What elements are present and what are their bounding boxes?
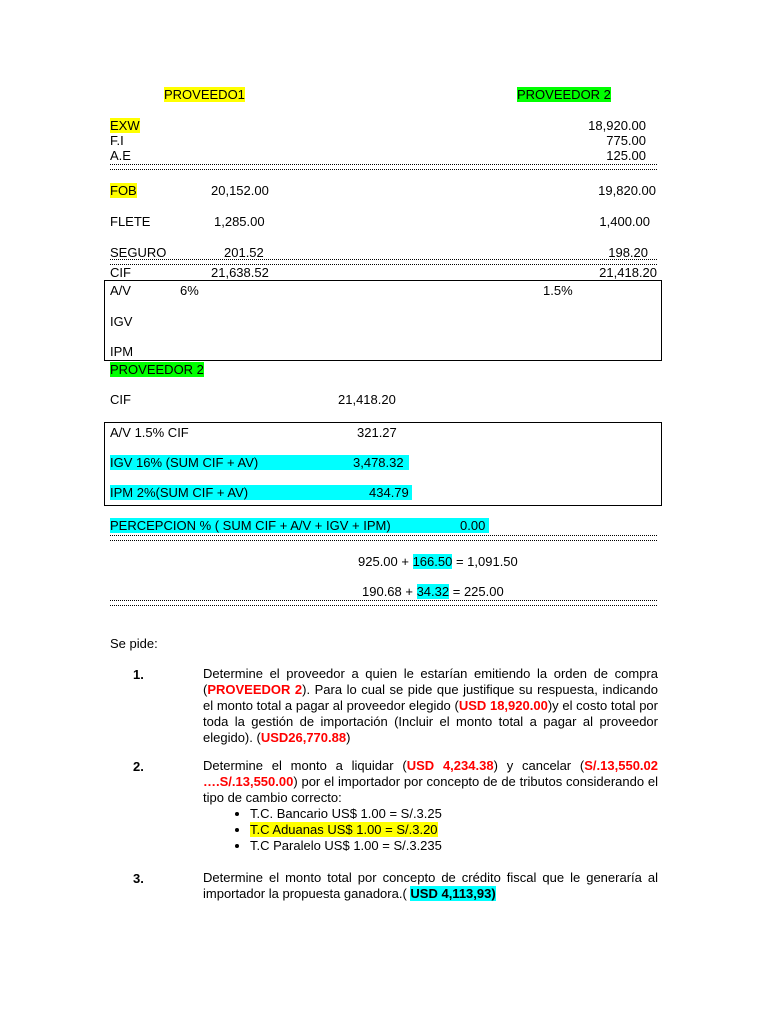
- proveedor2-header: PROVEEDOR 2: [517, 87, 611, 102]
- flete-p2-value: 1,400.00: [599, 214, 650, 229]
- cif-p2-value: 21,418.20: [599, 265, 657, 280]
- exchange-rate-bancario: • T.C. Bancario US$ 1.00 = S/.3.25: [250, 806, 442, 822]
- av-label: A/V: [110, 283, 131, 298]
- question-3-number: 3.: [133, 871, 144, 886]
- av-p2-rate: 1.5%: [543, 283, 573, 298]
- fi-p2-value: 775.00: [606, 133, 646, 148]
- fob-label: FOB: [110, 183, 137, 198]
- ipm2-label: IPM 2%(SUM CIF + AV): [110, 485, 249, 500]
- exchange-rate-paralelo: • T.C Paralelo US$ 1.00 = S/.3.235: [250, 838, 442, 854]
- exw-label: EXW: [110, 118, 140, 133]
- igv2-value: 3,478.32: [353, 455, 404, 470]
- ipm-label: IPM: [110, 344, 134, 359]
- ipm2-row: [110, 485, 412, 500]
- question-2-text: Determine el monto a liquidar (USD 4,234.38) y cancelar (S/.13,550.02 ….S/.13,550.00) por el importador por concepto de de tributos considerando el tipo de cambio correcto:: [203, 758, 658, 805]
- igv2-label: IGV 16% (SUM CIF + AV): [110, 455, 259, 470]
- flete-p1-value: 1,285.00: [214, 214, 265, 229]
- question-1-number: 1.: [133, 667, 144, 682]
- calc-line-2: 190.68 + 34.32 = 225.00: [362, 584, 504, 599]
- av2-label: A/V 1.5% CIF: [110, 425, 189, 440]
- cif2-value: 21,418.20: [338, 392, 396, 407]
- av2-value: 321.27: [357, 425, 397, 440]
- percepcion-value: 0.00: [460, 518, 486, 533]
- se-pide-label: Se pide:: [110, 636, 158, 651]
- fob-p1-value: 20,152.00: [211, 183, 269, 198]
- calc-line-1: 925.00 + 166.50 = 1,091.50: [358, 554, 518, 569]
- cif2-label: CIF: [110, 392, 131, 407]
- seguro-p1-value: 201.52: [224, 245, 264, 260]
- fob-p2-value: 19,820.00: [598, 183, 656, 198]
- divider: [110, 600, 657, 606]
- seguro-p2-value: 198.20: [608, 245, 648, 260]
- divider: [110, 535, 657, 541]
- ae-label: A.E: [110, 148, 131, 163]
- divider: [110, 164, 657, 170]
- percepcion-label: PERCEPCION % ( SUM CIF + A/V + IGV + IPM): [110, 518, 391, 533]
- av-p1-rate: 6%: [180, 283, 199, 298]
- percepcion-row: [110, 518, 489, 533]
- seguro-label: SEGURO: [110, 245, 167, 260]
- proveedor1-header: PROVEEDO1: [164, 87, 245, 102]
- exchange-rate-aduanas: • T.C Aduanas US$ 1.00 = S/.3.20: [250, 822, 442, 838]
- igv-label: IGV: [110, 314, 133, 329]
- exw-p2-value: 18,920.00: [588, 118, 646, 133]
- proveedor2-section-title: PROVEEDOR 2: [110, 362, 204, 377]
- question-2-number: 2.: [133, 759, 144, 774]
- flete-label: FLETE: [110, 214, 151, 229]
- cif-p1-value: 21,638.52: [211, 265, 269, 280]
- question-3-text: Determine el monto total por concepto de crédito fiscal que le generaría al importador la propuesta ganadora.( USD 4,113,93): [203, 870, 658, 901]
- cif-label: CIF: [110, 265, 131, 280]
- ae-p2-value: 125.00: [606, 148, 646, 163]
- divider: [110, 259, 657, 265]
- ipm2-value: 434.79: [369, 485, 409, 500]
- igv2-row: [110, 455, 409, 470]
- question-1-text: Determine el proveedor a quien le estarían emitiendo la orden de compra (PROVEEDOR 2). Para lo cual se pide que justifique su respuesta, indicando el monto total a pagar al proveedor elegido (USD 18,920.00)y el costo total por toda la gestión de importación (Incluir el monto total a pagar al proveedor elegido). (USD26,770.88): [203, 666, 658, 745]
- exchange-rate-list: [203, 806, 442, 854]
- fi-label: F.I: [110, 133, 124, 148]
